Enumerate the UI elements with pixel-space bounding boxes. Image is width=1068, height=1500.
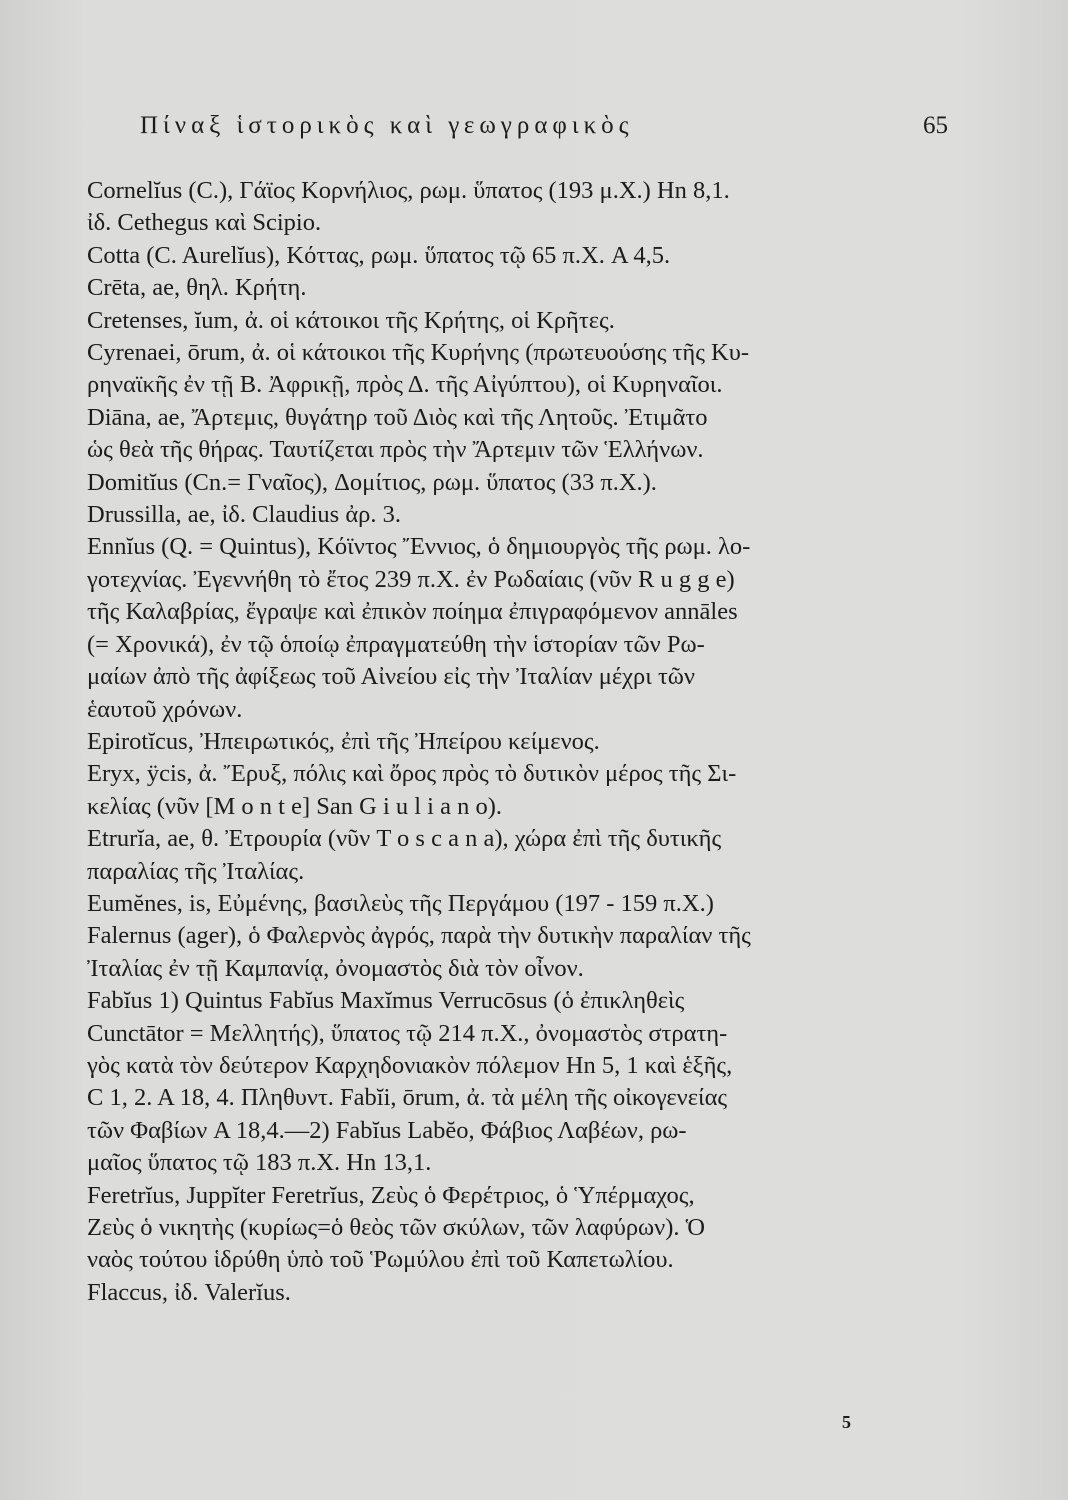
entry-line: μαῖος ὕπατος τῷ 183 π.Χ. Hn 13,1.: [87, 1149, 432, 1177]
entry-line: Feretrĭus, Juppĭter Feretrĭus, Ζεὺς ὁ Φερέτριος, ὁ Ὑπέρμαχος,: [87, 1181, 695, 1209]
entry-line: Flaccus, ἰδ. Valerĭus.: [87, 1278, 291, 1306]
entry-line: ὡς θεὰ τῆς θήρας. Ταυτίζεται πρὸς τὴν Ἄρτεμιν τῶν Ἑλλήνων.: [87, 436, 704, 464]
entry-line: Fabĭus 1) Quintus Fabĭus Maxĭmus Verrucōsus (ὁ ἐπικληθεὶς: [87, 987, 685, 1015]
entry-line: Cretenses, ĭum, ἀ. οἱ κάτοικοι τῆς Κρήτης, οἱ Κρῆτες.: [87, 306, 615, 334]
index-entry: [30, 272, 910, 304]
entry-line: ναὸς τούτου ἱδρύθη ὑπὸ τοῦ Ῥωμύλου ἐπὶ τοῦ Καπετωλίου.: [87, 1246, 674, 1274]
index-entry: [30, 1277, 910, 1309]
running-title: Πίναξ ἱστορικὸς καὶ γεωγραφικὸς: [140, 112, 634, 139]
entry-line: Cornelĭus (C.), Γάϊος Κορνήλιος, ρωμ. ὕπατος (193 μ.Χ.) Hn 8,1.: [87, 177, 730, 204]
index-entry: [30, 985, 910, 1179]
entry-line: γὸς κατὰ τὸν δεύτερον Καρχηδονιακὸν πόλεμον Hn 5, 1 καὶ ἑξῆς,: [87, 1051, 733, 1079]
entry-line: Eumĕnes, is, Εὐμένης, βασιλεὺς τῆς Περγάμου (197 - 159 π.Χ.): [87, 889, 714, 917]
entry-line: Domitĭus (Cn.= Γναῖος), Δομίτιος, ρωμ. ὕπατος (33 π.Χ.).: [87, 468, 657, 496]
entry-line: ρηναϊκῆς ἐν τῇ Β. Ἀφρικῇ, πρὸς Δ. τῆς Αἰγύπτου), οἱ Κυρηναῖοι.: [87, 371, 723, 399]
index-entry: [30, 175, 910, 240]
entry-line: Ennĭus (Q. = Quintus), Κόϊντος Ἔννιος, ὁ δημιουργὸς τῆς ρωμ. λο-: [87, 533, 751, 561]
index-entry: [30, 499, 910, 531]
entry-line: ἰδ. Cethegus καὶ Scipio.: [87, 209, 322, 237]
entry-line: Cunctātor = Μελλητής), ὕπατος τῷ 214 π.Χ., ὀνομαστὸς στρατη-: [87, 1019, 728, 1047]
entry-line: γοτεχνίας. Ἐγεννήθη τὸ ἔτος 239 π.Χ. ἐν Ρωδαίαις (νῦν R u g g e): [87, 565, 735, 593]
index-entries: [30, 175, 910, 1309]
entry-line: Falernus (ager), ὁ Φαλερνὸς ἀγρός, παρὰ τὴν δυτικὴν παραλίαν τῆς: [87, 922, 751, 950]
index-entry: [30, 337, 910, 402]
page-number: 65: [923, 112, 948, 139]
entry-line: ἑαυτοῦ χρόνων.: [87, 695, 243, 723]
index-entry: [30, 888, 910, 920]
index-entry: [30, 920, 910, 985]
index-entry: [30, 726, 910, 758]
index-entry: [30, 467, 910, 499]
entry-line: Epirotĭcus, Ἠπειρωτικός, ἐπὶ τῆς Ἠπείρου κείμενος.: [87, 727, 600, 755]
index-entry: [30, 1180, 910, 1277]
entry-line: Eryx, ÿcis, ἀ. Ἔρυξ, πόλις καὶ ὄρος πρὸς τὸ δυτικὸν μέρος τῆς Σι-: [87, 760, 737, 788]
entry-line: Ἰταλίας ἐν τῇ Καμπανίᾳ, ὀνομαστὸς διὰ τὸν οἶνον.: [87, 954, 584, 982]
running-head: [140, 112, 948, 152]
entry-line: κελίας (νῦν [M o n t e] San G i u l i a n o).: [87, 792, 503, 820]
entry-line: τῆς Καλαβρίας, ἔγραψε καὶ ἐπικὸν ποίημα ἐπιγραφόμενον annāles: [87, 598, 738, 626]
entry-line: Crēta, ae, θηλ. Κρήτη.: [87, 274, 307, 302]
entry-line: (= Χρονικά), ἐν τῷ ὁποίῳ ἐπραγματεύθη τὴν ἱστορίαν τῶν Ρω-: [87, 630, 705, 658]
index-entry: [30, 758, 910, 823]
entry-line: Cotta (C. Aurelĭus), Κόττας, ρωμ. ὕπατος τῷ 65 π.Χ. A 4,5.: [87, 241, 671, 269]
entry-line: Drussilla, ae, ἰδ. Claudius ἀρ. 3.: [87, 501, 402, 529]
index-entry: [30, 305, 910, 337]
entry-line: παραλίας τῆς Ἰταλίας.: [87, 857, 305, 885]
entry-line: Diāna, ae, Ἄρτεμις, θυγάτηρ τοῦ Διὸς καὶ τῆς Λητοῦς. Ἐτιμᾶτο: [87, 403, 708, 431]
index-entry: [30, 531, 910, 725]
entry-line: μαίων ἀπὸ τῆς ἀφίξεως τοῦ Αἰνείου εἰς τὴν Ἰταλίαν μέχρι τῶν: [87, 663, 696, 691]
entry-line: Ζεὺς ὁ νικητὴς (κυρίως=ὁ θεὸς τῶν σκύλων, τῶν λαφύρων). Ὁ: [87, 1214, 706, 1241]
entry-line: Etrurĭa, ae, θ. Ἐτρουρία (νῦν T o s c a n a), χώρα ἐπὶ τῆς δυτικῆς: [87, 825, 722, 853]
index-entry: [30, 823, 910, 888]
index-entry: [30, 240, 910, 272]
entry-line: C 1, 2. A 18, 4. Πληθυντ. Fabĭi, ōrum, ἀ. τὰ μέλη τῆς οἰκογενείας: [87, 1084, 728, 1112]
signature-mark: 5: [842, 1412, 851, 1432]
entry-line: τῶν Φαβίων A 18,4.—2) Fabĭus Labĕo, Φάβιος Λαβέων, ρω-: [87, 1116, 687, 1144]
index-entry: [30, 402, 910, 467]
entry-line: Cyrenaei, ōrum, ἀ. οἱ κάτοικοι τῆς Κυρήνης (πρωτευούσης τῆς Κυ-: [87, 339, 750, 367]
